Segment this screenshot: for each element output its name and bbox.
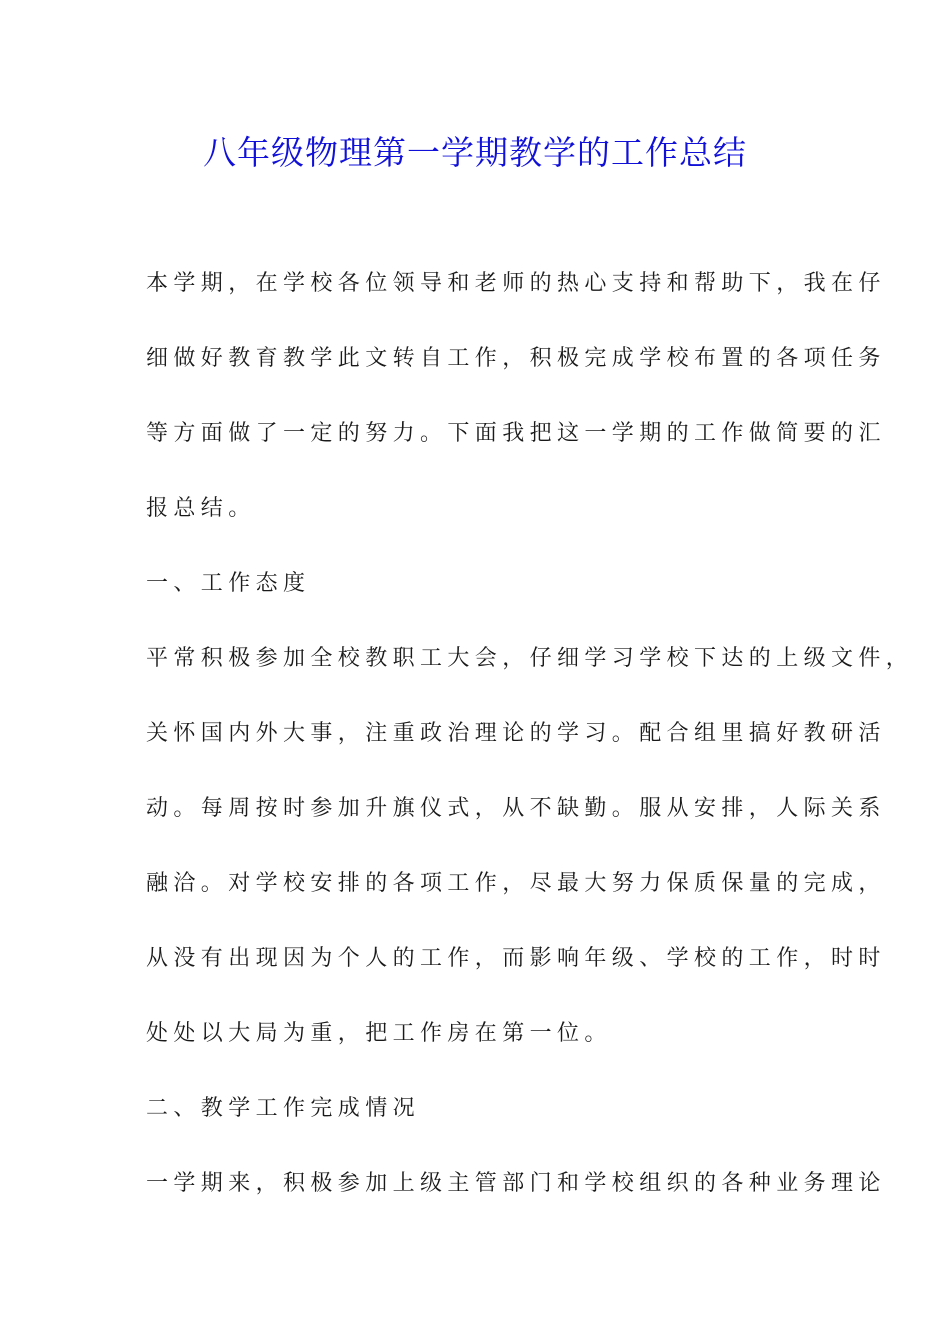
paragraph-line-13: 一学期来，积极参加上级主管部门和学校组织的各种业务理论 — [146, 1171, 886, 1196]
paragraph-line-4: 报总结。 — [146, 496, 256, 521]
paragraph-line-10: 从没有出现因为个人的工作，而影响年级、学校的工作，时时 — [146, 946, 886, 971]
document-title: 八年级物理第一学期教学的工作总结 — [203, 133, 747, 172]
section-heading-work-attitude: 一、工作态度 — [146, 571, 311, 596]
paragraph-line-2: 细做好教育教学此文转自工作，积极完成学校布置的各项任务 — [146, 346, 886, 371]
section-heading-teaching-work: 二、教学工作完成情况 — [146, 1096, 421, 1121]
paragraph-line-3: 等方面做了一定的努力。下面我把这一学期的工作做简要的汇 — [146, 421, 886, 446]
paragraph-line-7: 关怀国内外大事，注重政治理论的学习。配合组里搞好教研活 — [146, 721, 886, 746]
paragraph-line-8: 动。每周按时参加升旗仪式，从不缺勤。服从安排，人际关系 — [146, 796, 886, 821]
paragraph-line-9: 融洽。对学校安排的各项工作，尽最大努力保质保量的完成， — [146, 871, 886, 896]
paragraph-line-11: 处处以大局为重，把工作房在第一位。 — [146, 1021, 612, 1046]
paragraph-line-6: 平常积极参加全校教职工大会，仔细学习学校下达的上级文件， — [146, 646, 914, 671]
paragraph-line-1: 本学期，在学校各位领导和老师的热心支持和帮助下，我在仔 — [146, 271, 886, 296]
